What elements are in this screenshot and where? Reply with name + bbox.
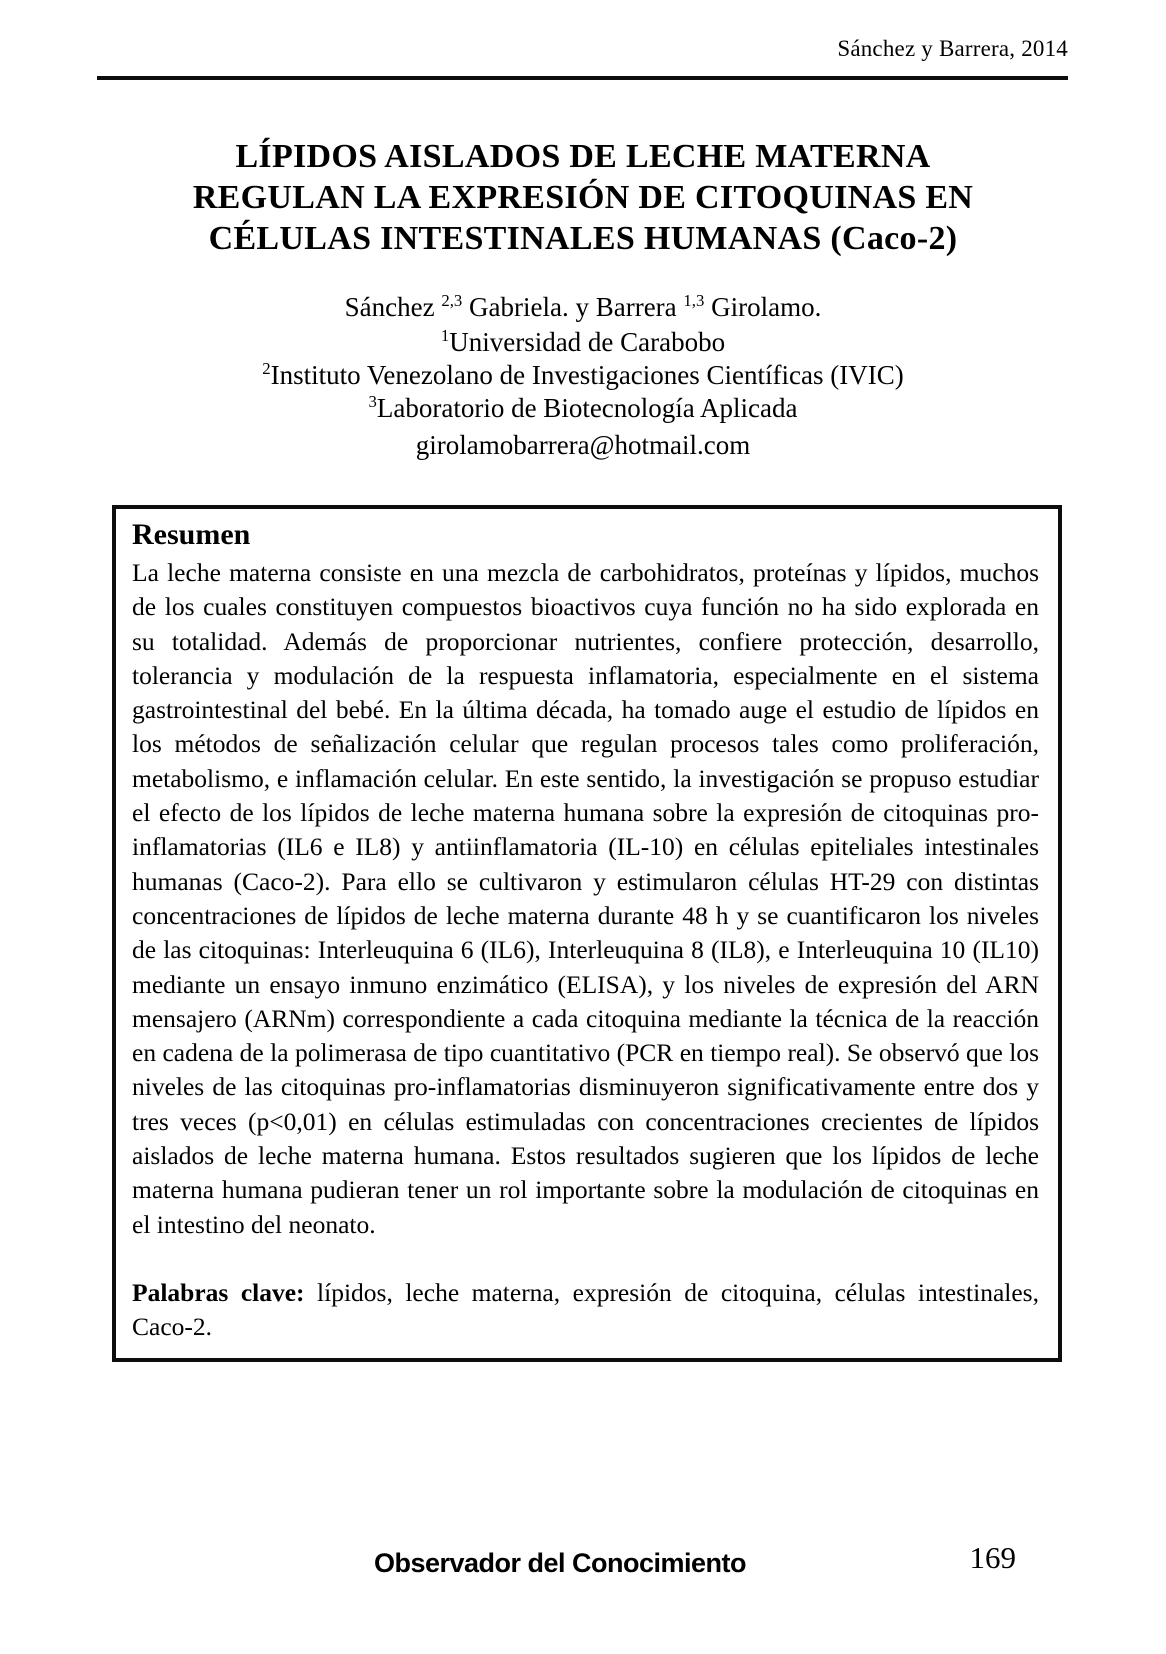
affiliation-superscript: 1 <box>440 326 450 345</box>
author-affiliation-superscript: 1,3 <box>683 291 705 310</box>
page-number: 169 <box>969 1540 1016 1575</box>
keywords-line <box>132 1276 1039 1345</box>
article-title-line-1: LÍPIDOS AISLADOS DE LECHE MATERNA <box>235 138 931 175</box>
header-rule <box>97 76 1068 80</box>
affiliation-text: Instituto Venezolano de Investigaciones Científicas (IVIC) <box>270 360 904 390</box>
authors-block <box>83 291 1083 462</box>
abstract-box <box>112 505 1062 1362</box>
author-name-part: Girolamo. <box>704 292 822 322</box>
affiliation-text: Universidad de Carabobo <box>449 327 726 357</box>
affiliation-line <box>83 326 1083 359</box>
keywords-text: lípidos, leche materna, expresión de citoquina, células intestinales, Caco-2. <box>132 1277 1039 1342</box>
author-name-part: Sánchez <box>344 292 442 322</box>
article-title <box>83 136 1083 259</box>
affiliation-text: Laboratorio de Biotecnología Aplicada <box>376 393 798 423</box>
author-name-part: Gabriela. y Barrera <box>462 292 684 322</box>
affiliation-line <box>83 392 1083 425</box>
article-title-line-3: CÉLULAS INTESTINALES HUMANAS (Caco-2) <box>208 220 958 257</box>
author-names <box>83 291 1083 324</box>
affiliation-superscript: 3 <box>368 392 377 411</box>
affiliation-superscript: 2 <box>262 359 271 378</box>
running-head-citation: Sánchez y Barrera, 2014 <box>837 36 1068 61</box>
journal-name: Observador del Conocimiento <box>373 1548 747 1578</box>
contact-email: girolamobarrera@hotmail.com <box>415 430 751 460</box>
affiliation-line <box>83 359 1083 392</box>
author-affiliation-superscript: 2,3 <box>441 291 463 310</box>
keywords-label: Palabras clave: <box>132 1277 305 1307</box>
abstract-body-text: La leche materna consiste en una mezcla de carbohidratos, proteínas y lípidos, muchos de los cuales constituyen compuestos bioactivos cuya función no ha sido explorada en su totalidad. Además de proporcionar nutrientes, confiere protección, desarrollo, tolerancia y modulación de la respuesta inflamatoria, especialmente en el sistema gastrointestinal del bebé. En la última década, ha tomado auge el estudio de lípidos en los métodos de señalización celular que regulan procesos tales como proliferación, metabolismo, e inflamación celular. En este sentido, la investigación se propuso estudiar el efecto de los lípidos de leche materna humana sobre la expresión de citoquinas pro-inflamatorias (IL6 e IL8) y antiinflamatoria (IL-10) en células epiteliales intestinales humanas (Caco-2). Para ello se cultivaron y estimularon células HT-29 con distintas concentraciones de lípidos de leche materna durante 48 h y se cuantificaron los niveles de las citoquinas: Interleuquina 6 (IL6), Interleuquina 8 (IL8), e Interleuquina 10 (IL10) mediante un ensayo inmuno enzimático (ELISA), y los niveles de expresión del ARN mensajero (ARNm) correspondiente a cada citoquina mediante la técnica de la reacción en cadena de la polimerasa de tipo cuantitativo (PCR en tiempo real). Se observó que los niveles de las citoquinas pro-inflamatorias disminuyeron significativamente entre dos y tres veces (p<0,01) en células estimuladas con concentraciones crecientes de lípidos aislados de leche materna humana. Estos resultados sugieren que los lípidos de leche materna humana pudieran tener un rol importante sobre la modulación de citoquinas en el intestino del neonato. <box>132 558 1039 1239</box>
abstract-heading: Resumen <box>132 518 251 551</box>
page-footer <box>0 1540 1166 1590</box>
article-title-line-2: REGULAN LA EXPRESIÓN DE CITOQUINAS EN <box>192 179 974 216</box>
